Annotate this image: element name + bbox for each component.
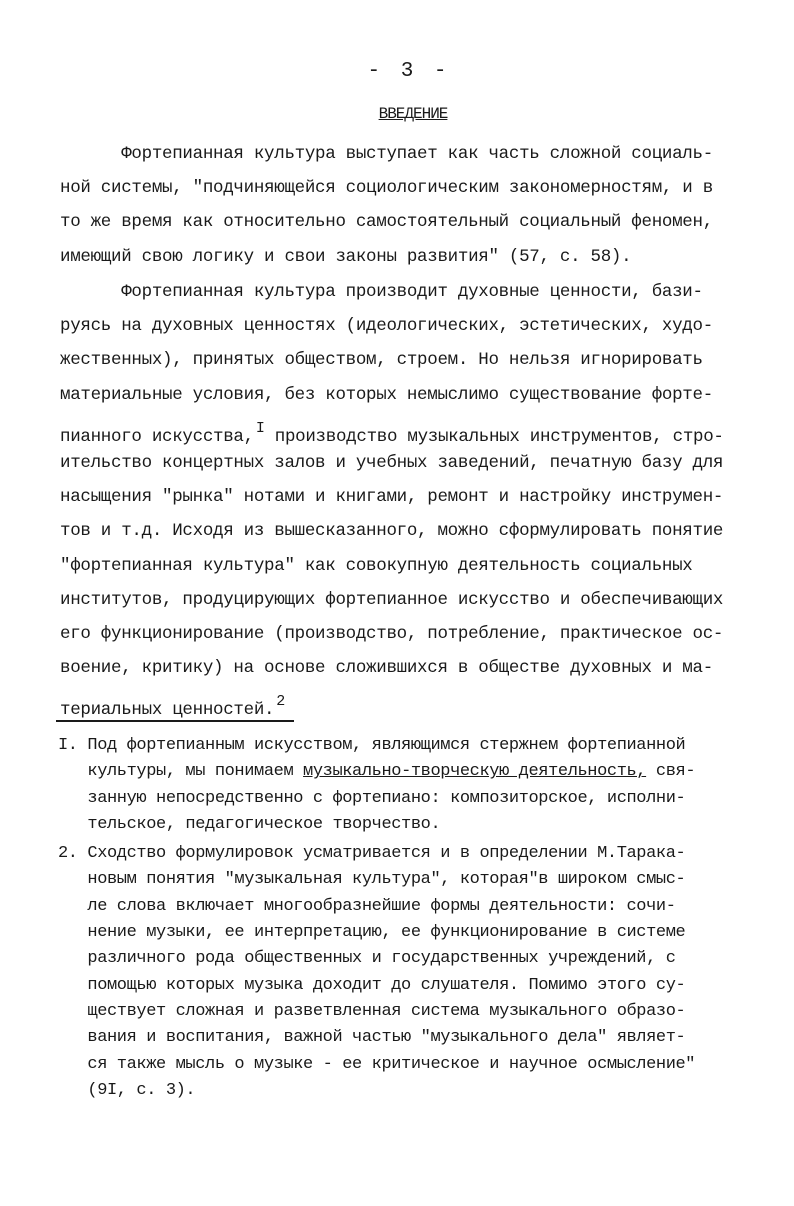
text-line: то же время как относительно самостоятельный социальный феномен,	[60, 212, 713, 233]
text-line: материальные условия, без которых немыслимо существование форте-	[60, 384, 713, 405]
footnote-line: I. Под фортепианным искусством, являющимся стержнем фортепианной	[58, 736, 686, 755]
text-fragment: териальных ценностей.	[60, 700, 275, 721]
footnotes	[58, 733, 758, 1104]
text-line	[60, 412, 750, 446]
text-line: жественных), принятых обществом, строем. Но нельзя игнорировать	[60, 350, 703, 371]
text-line	[60, 685, 750, 719]
footnote-2	[58, 841, 758, 1104]
text-line: ительство концертных залов и учебных заведений, печатную базу для	[60, 452, 724, 473]
footnote-line: различного рода общественных и государственных учреждений, с	[58, 949, 676, 969]
text-line: "фортепианная культура" как совокупную деятельность социальных	[60, 555, 693, 576]
text-line: руясь на духовных ценностях (идеологических, эстетических, худо-	[60, 316, 713, 337]
footnote-line: тельское, педагогическое творчество.	[58, 814, 441, 834]
footnote-1	[58, 733, 758, 838]
footnote-line: 2. Сходство формулировок усматривается и в определении М.Тарака-	[58, 844, 686, 864]
text-line: Фортепианная культура выступает как часть сложной социаль-	[60, 144, 713, 164]
text-line: тов и т.д. Исходя из вышесказанного, можно сформулировать понятие	[60, 521, 724, 542]
footnote-line: помощью которых музыка доходит до слушателя. Помимо этого су-	[58, 975, 686, 995]
footnote-line: занную непосредственно с фортепиано: композиторское, исполни-	[58, 788, 686, 808]
footnote-line: нение музыки, ее интерпретацию, ее функционирование в системе	[58, 923, 686, 943]
footnote-line: ществует сложная и разветвленная система музыкального образо-	[58, 1001, 686, 1021]
text-line: насыщения "рынка" нотами и книгами, ремонт и настройку инструмен-	[60, 487, 724, 508]
footnote-line: ся также мысль о музыке - ее критическое и научное осмысление"	[58, 1054, 696, 1074]
text-fragment: культуры, мы понимаем	[58, 762, 304, 782]
underlined-phrase: музыкально-творческую деятельность,	[303, 762, 647, 782]
text-fragment: пианного искусства,	[60, 426, 254, 447]
text-line: имеющий свою логику и свои законы развития" (57, с. 58).	[60, 246, 632, 267]
text-line: воение, критику) на основе сложившихся в обществе духовных и ма-	[60, 658, 713, 679]
text-fragment: свя-	[646, 762, 696, 782]
footnote-line: новым понятия "музыкальная культура", которая"в широком смыс-	[58, 870, 686, 890]
footnote-ref-1: I	[255, 419, 265, 437]
text-line: Фортепианная культура производит духовные ценности, бази-	[60, 282, 703, 302]
footnote-separator	[56, 720, 294, 722]
footnote-line: вания и воспитания, важной частью "музыкального дела" являет-	[58, 1028, 686, 1048]
page-number: - 3 -	[367, 60, 451, 83]
footnote-ref-2: 2	[276, 693, 285, 711]
text-line: его функционирование (производство, потребление, практическое ос-	[60, 623, 724, 644]
text-fragment: производство музыкальных инструментов, стро-	[264, 426, 724, 447]
paragraph-1	[60, 137, 750, 274]
text-line: ной системы, "подчиняющейся социологическим закономерностям, и в	[60, 178, 713, 199]
footnote-line	[58, 759, 758, 785]
footnote-line: ле слова включает многообразнейшие формы деятельности: сочи-	[58, 896, 676, 916]
section-heading: ВВЕДЕНИЕ	[378, 105, 448, 123]
paragraph-2	[60, 275, 750, 719]
footnote-line: (9I, с. 3).	[58, 1080, 196, 1100]
text-line: институтов, продуцирующих фортепианное искусство и обеспечивающих	[60, 589, 724, 610]
